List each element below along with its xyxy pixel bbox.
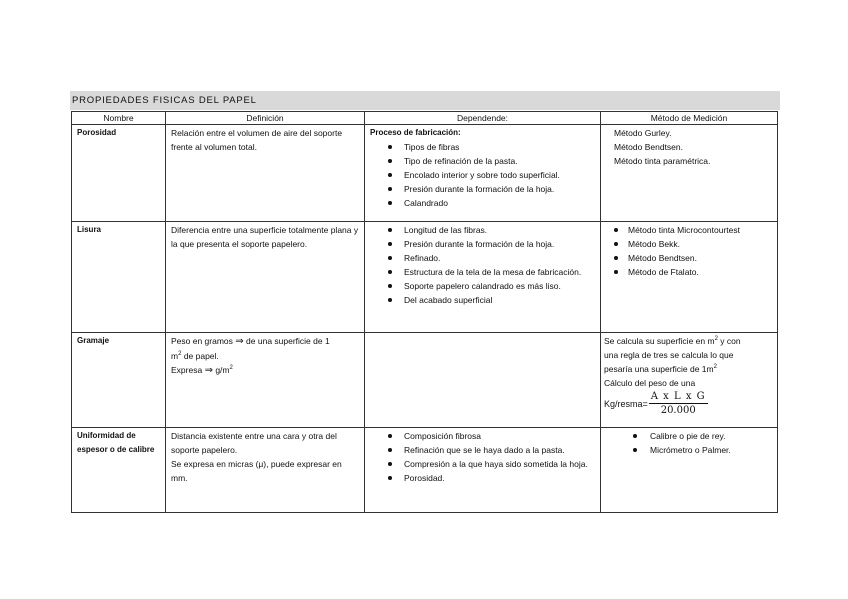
superscript: 2 (178, 351, 182, 357)
superscript: 2 (713, 364, 717, 370)
text: Se calcula su superficie en m (604, 336, 715, 346)
cell-methods (601, 428, 778, 513)
cell-name: Gramaje (72, 333, 166, 428)
section-title: PROPIEDADES FISICAS DEL PAPEL (70, 91, 780, 110)
list-item: Micrómetro o Palmer. (650, 443, 772, 457)
list-item: Método de Ftalato. (628, 265, 772, 279)
cell-dependencies (365, 125, 601, 222)
table-row-gramaje (72, 333, 778, 428)
list-item: Tipo de refinación de la pasta. (404, 154, 595, 168)
text: Expresa (171, 365, 203, 375)
properties-table (71, 111, 778, 513)
text: de una superficie de 1 (246, 336, 330, 346)
text: pesaría una superficie de 1m (604, 364, 714, 374)
list-item: Método Bendtsen. (628, 251, 772, 265)
list-item: Estructura de la tela de la mesa de fabricación. (404, 265, 595, 279)
list-item: Método tinta Microcontourtest (628, 223, 772, 237)
text: y con (720, 336, 741, 346)
formula-numerator: A x L x G (650, 391, 706, 402)
cell-methods (601, 222, 778, 333)
cell-definition: Relación entre el volumen de aire del soporte frente al volumen total. (166, 125, 365, 222)
cell-definition (166, 333, 365, 428)
header-definicion: Definición (166, 112, 365, 125)
cell-definition (166, 428, 365, 513)
table-row-lisura (72, 222, 778, 333)
list-item: Del acabado superficial (404, 293, 595, 307)
list-item: Método Bendtsen. (614, 142, 683, 152)
list-item: Método tinta paramétrica. (614, 156, 711, 166)
list-item: Presión durante la formación de la hoja. (404, 237, 595, 251)
list-item: Encolado interior y sobre todo superficial. (404, 168, 595, 182)
process-label: Proceso de fabricación: (370, 128, 461, 137)
cell-definition: Diferencia entre una superficie totalmente plana y la que presenta el soporte papelero. (166, 222, 365, 333)
cell-name: Uniformidad de espesor o de calibre (72, 428, 166, 513)
list-item: Compresión a la que haya sido sometida la hoja. (404, 457, 595, 471)
formula (604, 390, 772, 417)
cell-methods (601, 333, 778, 428)
table-row-porosidad (72, 125, 778, 222)
list-item: Longitud de las fibras. (404, 223, 595, 237)
cell-dependencies (365, 333, 601, 428)
list-item: Presión durante la formación de la hoja. (404, 182, 595, 196)
cell-name: Lisura (72, 222, 166, 333)
arrow-icon: ⇒ (235, 336, 244, 347)
text: Cálculo del peso de una (604, 378, 696, 388)
formula-denominator: 20.000 (660, 405, 696, 416)
cell-dependencies (365, 222, 601, 333)
superscript: 2 (229, 365, 233, 371)
list-item: Calibre o pie de rey. (650, 429, 772, 443)
list-item: Tipos de fibras (404, 140, 595, 154)
list-item: Refinado. (404, 251, 595, 265)
table-header-row (72, 112, 778, 125)
list-item: Calandrado (404, 196, 595, 210)
text: Distancia existente entre una cara y otra del soporte papelero. (171, 431, 337, 455)
cell-name: Porosidad (72, 125, 166, 222)
text: g/m (215, 365, 230, 375)
text: una regla de tres se calcula lo que (604, 350, 734, 360)
list-item: Refinación que se le haya dado a la pasta. (404, 443, 595, 457)
formula-fraction (649, 390, 708, 417)
list-item: Método Bekk. (628, 237, 772, 251)
table-row-uniformidad (72, 428, 778, 513)
text: m (171, 351, 179, 361)
formula-label: Kg/resma= (604, 398, 648, 409)
text: de papel. (183, 351, 219, 361)
header-nombre: Nombre (72, 112, 166, 125)
cell-methods (601, 125, 778, 222)
arrow-icon: ⇒ (204, 365, 213, 376)
header-depende: Dependende: (365, 112, 601, 125)
text: Peso en gramos (171, 336, 233, 346)
list-item: Método Gurley. (614, 128, 672, 138)
list-item: Soporte papelero calandrado es más liso. (404, 279, 595, 293)
header-metodo: Método de Medición (601, 112, 778, 125)
text: Se expresa en micras (μ), puede expresar en mm. (171, 459, 342, 483)
list-item: Porosidad. (404, 471, 595, 485)
superscript: 2 (714, 336, 718, 342)
list-item: Composición fibrosa (404, 429, 595, 443)
cell-dependencies (365, 428, 601, 513)
